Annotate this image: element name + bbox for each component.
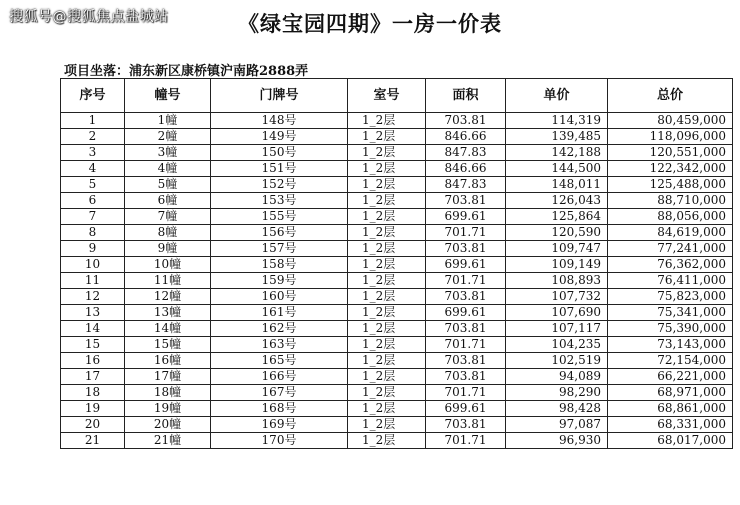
building-cell: 7幢 xyxy=(125,209,211,225)
header-total-price: 总价 xyxy=(608,79,733,113)
total-price-cell: 80,459,000 xyxy=(608,113,733,129)
door-number-cell: 158号 xyxy=(211,257,348,273)
total-price-cell: 72,154,000 xyxy=(608,353,733,369)
watermark: 搜狐号@搜狐焦点盐城站 xyxy=(9,9,169,25)
total-price-cell: 122,342,000 xyxy=(608,161,733,177)
room-cell: 1_2层 xyxy=(348,161,426,177)
building-cell: 16幢 xyxy=(125,353,211,369)
table-row xyxy=(61,177,733,193)
area-cell: 699.61 xyxy=(426,257,506,273)
building-cell: 21幢 xyxy=(125,433,211,449)
room-cell: 1_2层 xyxy=(348,273,426,289)
total-price-cell: 68,331,000 xyxy=(608,417,733,433)
building-cell: 18幢 xyxy=(125,385,211,401)
index-cell: 1 xyxy=(61,113,125,129)
page-title: 《绿宝园四期》一房一价表 xyxy=(238,11,502,36)
room-cell: 1_2层 xyxy=(348,193,426,209)
unit-price-cell: 139,485 xyxy=(506,129,608,145)
door-number-cell: 156号 xyxy=(211,225,348,241)
building-cell: 13幢 xyxy=(125,305,211,321)
total-price-cell: 88,710,000 xyxy=(608,193,733,209)
door-number-cell: 163号 xyxy=(211,337,348,353)
area-cell: 699.61 xyxy=(426,305,506,321)
table-row xyxy=(61,369,733,385)
room-cell: 1_2层 xyxy=(348,257,426,273)
header-index: 序号 xyxy=(61,79,125,113)
table-row xyxy=(61,193,733,209)
door-number-cell: 152号 xyxy=(211,177,348,193)
door-number-cell: 151号 xyxy=(211,161,348,177)
building-cell: 5幢 xyxy=(125,177,211,193)
unit-price-cell: 97,087 xyxy=(506,417,608,433)
index-cell: 15 xyxy=(61,337,125,353)
building-cell: 10幢 xyxy=(125,257,211,273)
index-cell: 16 xyxy=(61,353,125,369)
room-cell: 1_2层 xyxy=(348,305,426,321)
area-cell: 703.81 xyxy=(426,289,506,305)
total-price-cell: 68,971,000 xyxy=(608,385,733,401)
room-cell: 1_2层 xyxy=(348,385,426,401)
header-room: 室号 xyxy=(348,79,426,113)
index-cell: 3 xyxy=(61,145,125,161)
area-cell: 701.71 xyxy=(426,225,506,241)
project-address: 项目坐落：浦东新区康桥镇沪南路2888弄 xyxy=(64,64,309,79)
index-cell: 4 xyxy=(61,161,125,177)
index-cell: 5 xyxy=(61,177,125,193)
table-row xyxy=(61,417,733,433)
total-price-cell: 120,551,000 xyxy=(608,145,733,161)
total-price-cell: 118,096,000 xyxy=(608,129,733,145)
unit-price-cell: 125,864 xyxy=(506,209,608,225)
building-cell: 3幢 xyxy=(125,145,211,161)
door-number-cell: 166号 xyxy=(211,369,348,385)
unit-price-cell: 126,043 xyxy=(506,193,608,209)
door-number-cell: 170号 xyxy=(211,433,348,449)
unit-price-cell: 102,519 xyxy=(506,353,608,369)
unit-price-cell: 144,500 xyxy=(506,161,608,177)
total-price-cell: 66,221,000 xyxy=(608,369,733,385)
unit-price-cell: 114,319 xyxy=(506,113,608,129)
room-cell: 1_2层 xyxy=(348,129,426,145)
area-cell: 703.81 xyxy=(426,353,506,369)
room-cell: 1_2层 xyxy=(348,417,426,433)
header-building: 幢号 xyxy=(125,79,211,113)
area-cell: 699.61 xyxy=(426,401,506,417)
table-row xyxy=(61,145,733,161)
table-row xyxy=(61,289,733,305)
area-cell: 847.83 xyxy=(426,145,506,161)
table-row xyxy=(61,241,733,257)
unit-price-cell: 109,747 xyxy=(506,241,608,257)
area-cell: 703.81 xyxy=(426,321,506,337)
door-number-cell: 168号 xyxy=(211,401,348,417)
total-price-cell: 125,488,000 xyxy=(608,177,733,193)
total-price-cell: 75,341,000 xyxy=(608,305,733,321)
area-cell: 701.71 xyxy=(426,433,506,449)
door-number-cell: 162号 xyxy=(211,321,348,337)
building-cell: 12幢 xyxy=(125,289,211,305)
building-cell: 9幢 xyxy=(125,241,211,257)
room-cell: 1_2层 xyxy=(348,145,426,161)
room-cell: 1_2层 xyxy=(348,209,426,225)
table-row xyxy=(61,337,733,353)
door-number-cell: 159号 xyxy=(211,273,348,289)
unit-price-cell: 96,930 xyxy=(506,433,608,449)
total-price-cell: 76,411,000 xyxy=(608,273,733,289)
header-door-number: 门牌号 xyxy=(211,79,348,113)
unit-price-cell: 120,590 xyxy=(506,225,608,241)
unit-price-cell: 104,235 xyxy=(506,337,608,353)
total-price-cell: 68,861,000 xyxy=(608,401,733,417)
table-row xyxy=(61,385,733,401)
index-cell: 9 xyxy=(61,241,125,257)
header-area: 面积 xyxy=(426,79,506,113)
index-cell: 14 xyxy=(61,321,125,337)
total-price-cell: 75,390,000 xyxy=(608,321,733,337)
table-row xyxy=(61,129,733,145)
door-number-cell: 153号 xyxy=(211,193,348,209)
table-row xyxy=(61,433,733,449)
area-cell: 703.81 xyxy=(426,193,506,209)
unit-price-cell: 98,428 xyxy=(506,401,608,417)
room-cell: 1_2层 xyxy=(348,337,426,353)
door-number-cell: 161号 xyxy=(211,305,348,321)
area-cell: 699.61 xyxy=(426,209,506,225)
area-cell: 703.81 xyxy=(426,113,506,129)
area-cell: 701.71 xyxy=(426,337,506,353)
building-cell: 11幢 xyxy=(125,273,211,289)
area-cell: 703.81 xyxy=(426,369,506,385)
room-cell: 1_2层 xyxy=(348,401,426,417)
unit-price-cell: 107,117 xyxy=(506,321,608,337)
index-cell: 2 xyxy=(61,129,125,145)
door-number-cell: 148号 xyxy=(211,113,348,129)
door-number-cell: 160号 xyxy=(211,289,348,305)
unit-price-cell: 108,893 xyxy=(506,273,608,289)
total-price-cell: 73,143,000 xyxy=(608,337,733,353)
index-cell: 18 xyxy=(61,385,125,401)
table-row xyxy=(61,273,733,289)
area-cell: 846.66 xyxy=(426,161,506,177)
door-number-cell: 165号 xyxy=(211,353,348,369)
index-cell: 10 xyxy=(61,257,125,273)
table-header-row xyxy=(61,79,733,113)
area-cell: 701.71 xyxy=(426,385,506,401)
index-cell: 7 xyxy=(61,209,125,225)
building-cell: 19幢 xyxy=(125,401,211,417)
total-price-cell: 84,619,000 xyxy=(608,225,733,241)
price-table xyxy=(60,78,733,449)
building-cell: 14幢 xyxy=(125,321,211,337)
area-cell: 703.81 xyxy=(426,417,506,433)
table-row xyxy=(61,113,733,129)
area-cell: 846.66 xyxy=(426,129,506,145)
table-row xyxy=(61,209,733,225)
building-cell: 6幢 xyxy=(125,193,211,209)
door-number-cell: 169号 xyxy=(211,417,348,433)
table-row xyxy=(61,225,733,241)
index-cell: 6 xyxy=(61,193,125,209)
room-cell: 1_2层 xyxy=(348,321,426,337)
total-price-cell: 68,017,000 xyxy=(608,433,733,449)
room-cell: 1_2层 xyxy=(348,289,426,305)
table-row xyxy=(61,161,733,177)
building-cell: 4幢 xyxy=(125,161,211,177)
building-cell: 2幢 xyxy=(125,129,211,145)
index-cell: 21 xyxy=(61,433,125,449)
unit-price-cell: 94,089 xyxy=(506,369,608,385)
table-row xyxy=(61,257,733,273)
total-price-cell: 88,056,000 xyxy=(608,209,733,225)
table-row xyxy=(61,321,733,337)
index-cell: 11 xyxy=(61,273,125,289)
room-cell: 1_2层 xyxy=(348,433,426,449)
table-row xyxy=(61,401,733,417)
total-price-cell: 75,823,000 xyxy=(608,289,733,305)
index-cell: 20 xyxy=(61,417,125,433)
building-cell: 1幢 xyxy=(125,113,211,129)
unit-price-cell: 142,188 xyxy=(506,145,608,161)
total-price-cell: 76,362,000 xyxy=(608,257,733,273)
building-cell: 8幢 xyxy=(125,225,211,241)
room-cell: 1_2层 xyxy=(348,113,426,129)
unit-price-cell: 148,011 xyxy=(506,177,608,193)
index-cell: 8 xyxy=(61,225,125,241)
area-cell: 701.71 xyxy=(426,273,506,289)
table-row xyxy=(61,353,733,369)
door-number-cell: 149号 xyxy=(211,129,348,145)
table-row xyxy=(61,305,733,321)
header-unit-price: 单价 xyxy=(506,79,608,113)
unit-price-cell: 109,149 xyxy=(506,257,608,273)
building-cell: 17幢 xyxy=(125,369,211,385)
door-number-cell: 167号 xyxy=(211,385,348,401)
table-body xyxy=(61,113,733,449)
building-cell: 20幢 xyxy=(125,417,211,433)
unit-price-cell: 98,290 xyxy=(506,385,608,401)
unit-price-cell: 107,732 xyxy=(506,289,608,305)
index-cell: 12 xyxy=(61,289,125,305)
door-number-cell: 157号 xyxy=(211,241,348,257)
index-cell: 17 xyxy=(61,369,125,385)
index-cell: 13 xyxy=(61,305,125,321)
door-number-cell: 150号 xyxy=(211,145,348,161)
area-cell: 703.81 xyxy=(426,241,506,257)
room-cell: 1_2层 xyxy=(348,177,426,193)
room-cell: 1_2层 xyxy=(348,369,426,385)
room-cell: 1_2层 xyxy=(348,241,426,257)
room-cell: 1_2层 xyxy=(348,353,426,369)
door-number-cell: 155号 xyxy=(211,209,348,225)
room-cell: 1_2层 xyxy=(348,225,426,241)
building-cell: 15幢 xyxy=(125,337,211,353)
area-cell: 847.83 xyxy=(426,177,506,193)
index-cell: 19 xyxy=(61,401,125,417)
unit-price-cell: 107,690 xyxy=(506,305,608,321)
total-price-cell: 77,241,000 xyxy=(608,241,733,257)
